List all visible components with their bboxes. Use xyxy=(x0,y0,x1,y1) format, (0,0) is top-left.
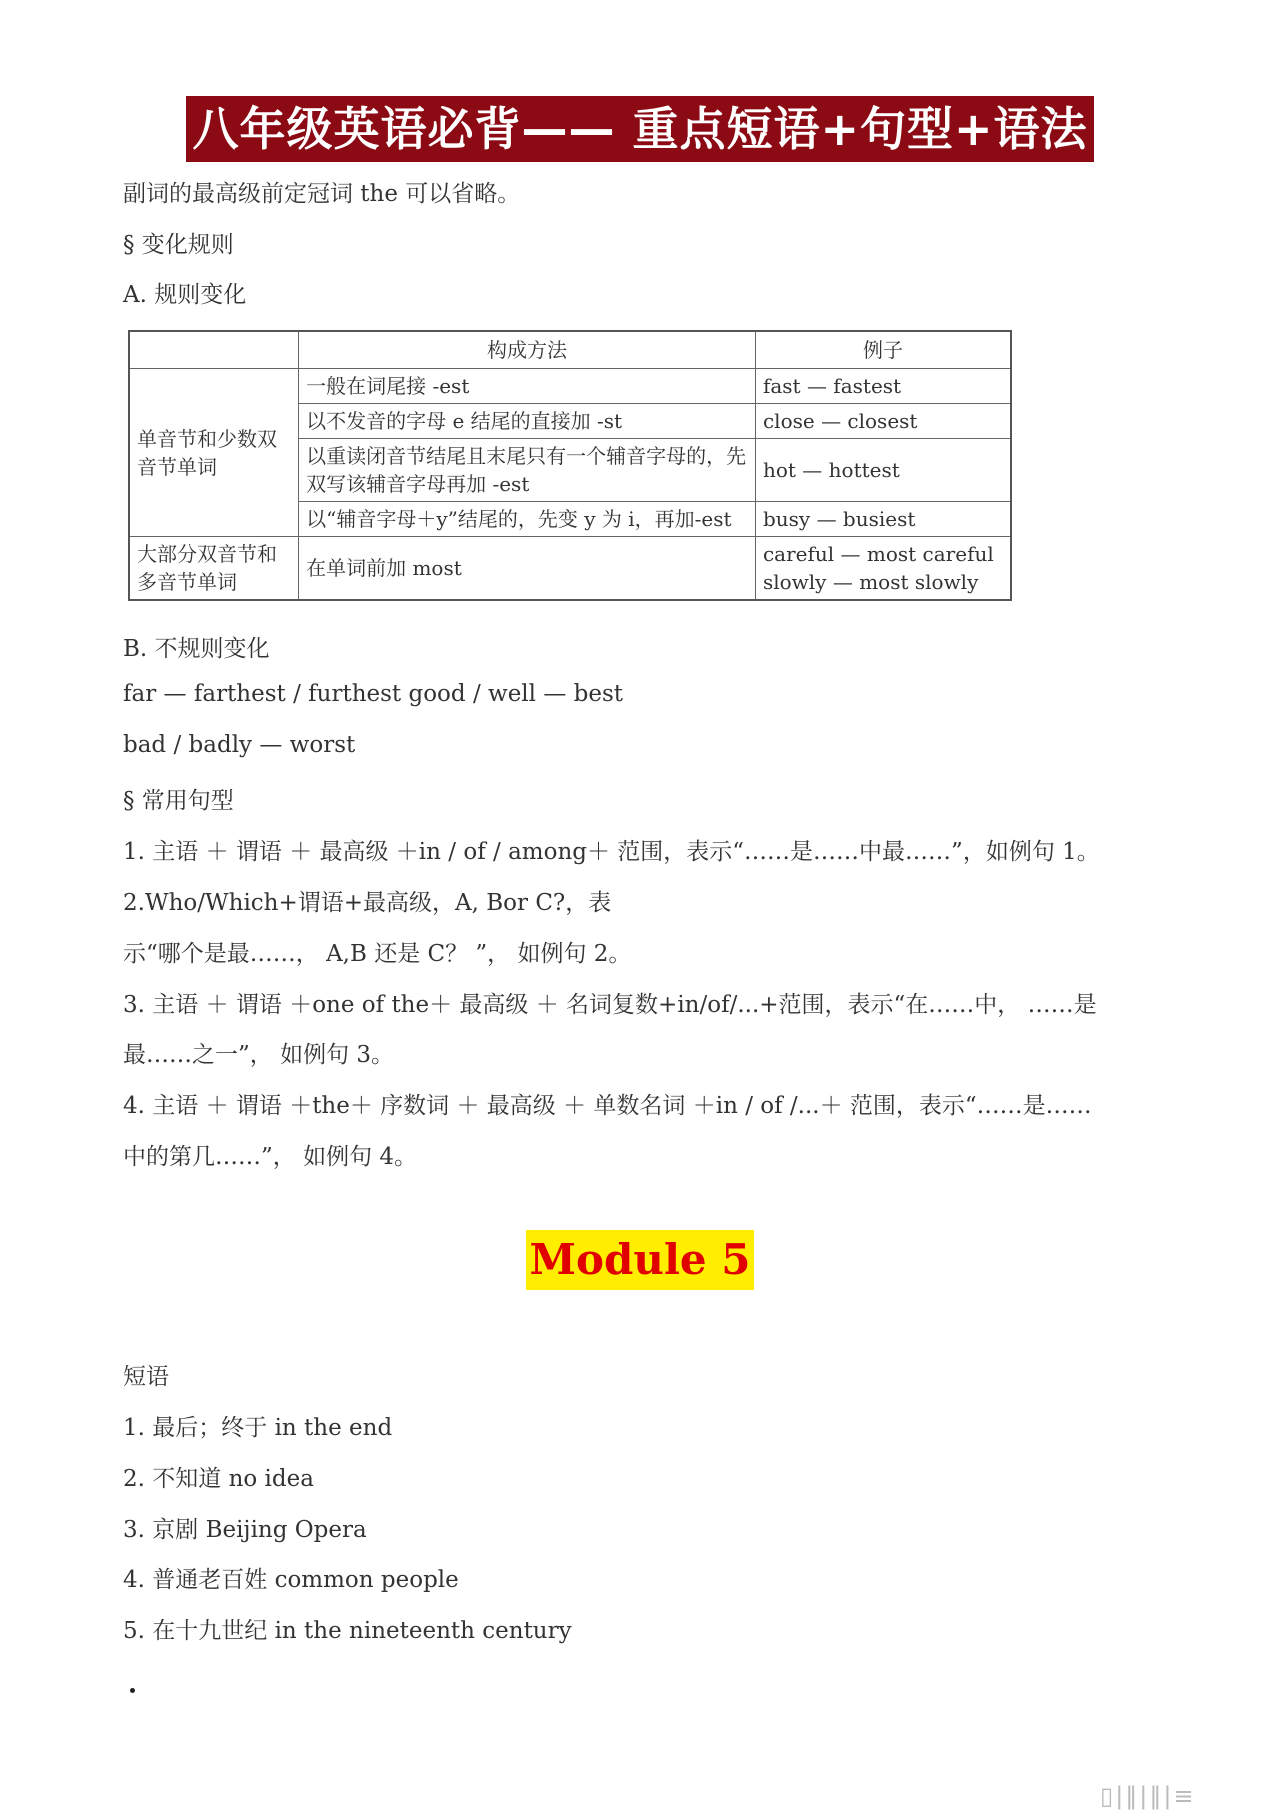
method-cell: 以“辅音字母＋y”结尾的，先变 y 为 i，再加-est xyxy=(299,502,756,537)
table-row xyxy=(129,369,1011,404)
pattern-2a: 2.Who/Which+谓语+最高级，A, Bor C?，表 xyxy=(123,890,612,916)
example-cell: close — closest xyxy=(755,404,1011,439)
rules-heading: § 变化规则 xyxy=(123,232,234,258)
example-cell: busy — busiest xyxy=(755,502,1011,537)
pattern-3a: 3. 主语 ＋ 谓语 ＋one of the＋ 最高级 ＋ 名词复数+in/of/...+范围，表示“在……中， ……是 xyxy=(123,992,1097,1018)
phrase-item: 1. 最后；终于 in the end xyxy=(123,1415,393,1441)
module-title: Module 5 xyxy=(526,1230,755,1290)
pattern-1: 1. 主语 ＋ 谓语 ＋ 最高级 ＋in / of / among＋ 范围，表示“……是……中最……”，如例句 1。 xyxy=(123,839,1100,865)
phrase-item: 5. 在十九世纪 in the nineteenth century xyxy=(123,1618,572,1644)
method-cell: 以不发音的字母 e 结尾的直接加 -st xyxy=(299,404,756,439)
table-header-row xyxy=(129,331,1011,369)
irregular-heading: B. 不规则变化 xyxy=(123,636,270,662)
phrase-item: 3. 京剧 Beijing Opera xyxy=(123,1517,367,1543)
module-banner xyxy=(0,1230,1280,1290)
table-row xyxy=(129,537,1011,601)
regular-heading: A. 规则变化 xyxy=(123,282,247,308)
bullet-dot xyxy=(130,1688,135,1693)
header-example: 例子 xyxy=(755,331,1011,369)
patterns-heading: § 常用句型 xyxy=(123,788,234,814)
method-cell: 一般在词尾接 -est xyxy=(299,369,756,404)
group2-label: 大部分双音节和多音节单词 xyxy=(129,537,299,601)
watermark-mark: ▯|‖|‖|≡ xyxy=(1100,1782,1196,1810)
table-corner-cell xyxy=(129,331,299,369)
pattern-4a: 4. 主语 ＋ 谓语 ＋the＋ 序数词 ＋ 最高级 ＋ 单数名词 ＋in / of /...＋ 范围，表示“……是…… xyxy=(123,1093,1092,1119)
phrase-item: 4. 普通老百姓 common people xyxy=(123,1567,459,1593)
title-banner xyxy=(0,96,1280,162)
page-title: 八年级英语必背—— 重点短语+句型+语法 xyxy=(186,96,1093,162)
method-cell: 以重读闭音节结尾且末尾只有一个辅音字母的，先双写该辅音字母再加 -est xyxy=(299,439,756,502)
example-line: careful — most careful xyxy=(762,542,994,566)
group1-label: 单音节和少数双音节单词 xyxy=(129,369,299,537)
phrase-item: 2. 不知道 no idea xyxy=(123,1466,314,1492)
example-cell xyxy=(755,537,1011,601)
header-method: 构成方法 xyxy=(299,331,756,369)
method-cell: 在单词前加 most xyxy=(299,537,756,601)
pattern-3b: 最……之一”， 如例句 3。 xyxy=(123,1042,395,1068)
irregular-line-2: bad / badly — worst xyxy=(123,732,356,758)
example-cell: hot — hottest xyxy=(755,439,1011,502)
irregular-line-1: far — farthest / furthest good / well — best xyxy=(123,681,624,707)
intro-text: 副词的最高级前定冠词 the 可以省略。 xyxy=(123,181,521,207)
example-line: slowly — most slowly xyxy=(762,570,979,594)
phrases-heading: 短语 xyxy=(123,1364,169,1390)
pattern-4b: 中的第几……”， 如例句 4。 xyxy=(123,1144,418,1170)
superlative-rules-table xyxy=(128,330,1012,601)
pattern-2b: 示“哪个是最……， A,B 还是 C？ ”， 如例句 2。 xyxy=(123,941,632,967)
example-cell: fast — fastest xyxy=(755,369,1011,404)
